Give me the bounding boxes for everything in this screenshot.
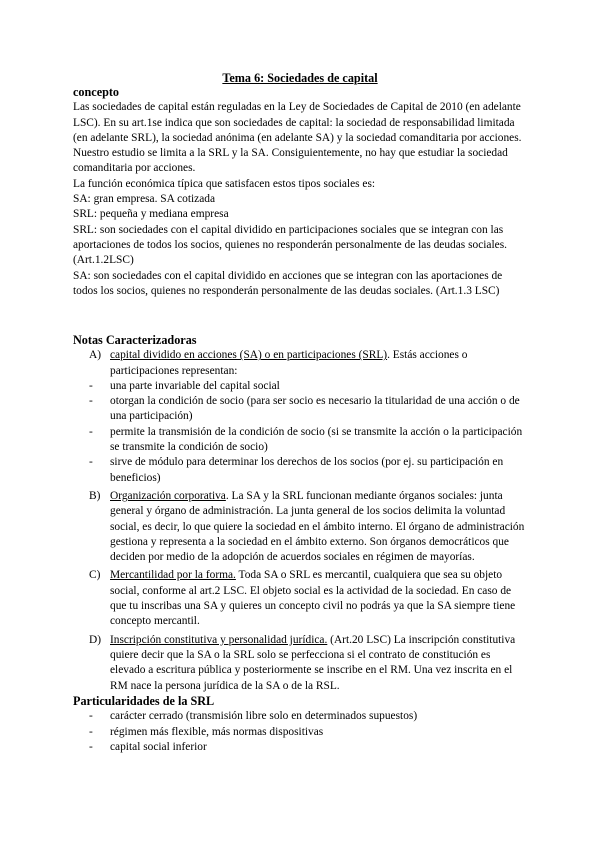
concepto-paragraph: SA: son sociedades con el capital dividido en acciones que se integran con las aportaciones de todos los socios, quienes no responderán personalmente de las deudas sociales. (Art.1.3 LSC): [73, 269, 503, 297]
item-a-title: capital dividido en acciones (SA) o en participaciones (SRL): [110, 349, 388, 362]
concepto-paragraph: Nuestro estudio se limita a la SRL y la SA. Consiguientemente, no hay que estudiar la sociedad comanditaria por acciones.: [73, 147, 508, 175]
item-d-text: (Art.20 LSC) La inscripción constitutiva quiere decir que la SA o la SRL solo se perfecciona si el contrato de constitución es elevado a escritura pública y posteriormente se inscribe en el RM. Una vez inscrita en el RM nace la persona jurídica de la SA o de la RSL.: [110, 633, 516, 692]
list-item-b: [73, 489, 525, 565]
list-item-text: carácter cerrado (transmisión libre solo en determinados supuestos): [110, 710, 418, 723]
list-item-text: otorgan la condición de socio (para ser socio es necesario la titularidad de una acción o de una participación): [110, 395, 520, 423]
bullet-dash: -: [89, 740, 93, 753]
item-a-text: . Estás acciones o participaciones representan:: [110, 349, 468, 377]
list-item: [73, 379, 525, 394]
item-d-title: Inscripción constitutiva y personalidad jurídica.: [110, 633, 328, 646]
bullet-dash: -: [89, 379, 93, 392]
bullet-dash: -: [89, 725, 93, 738]
list-item-text: una parte invariable del capital social: [110, 379, 280, 392]
concepto-paragraph: SRL: pequeña y mediana empresa: [73, 208, 229, 221]
concepto-paragraph: SA: gran empresa. SA cotizada: [73, 193, 216, 206]
particularidades-section: [73, 694, 525, 755]
particularidades-heading: Particularidades de la SRL: [73, 694, 215, 708]
list-item-text: sirve de módulo para determinar los derechos de los socios (por ej. su participación en beneficios): [110, 456, 504, 484]
item-b-text: . La SA y la SRL funcionan mediante órganos sociales: junta general y órgano de administración. La junta general de los socios delimita la voluntad social, es decir, lo que quiere la sociedad en el ámbito interno. El órgano de administración gestiona y representa a la sociedad en el ámbito externo. Son órganos democráticos que deciden por medio de la adopción de acuerdos sociales en régimen de mayorías.: [110, 489, 525, 564]
bullet-dash: -: [89, 395, 93, 408]
list-item: [73, 709, 525, 724]
list-item-text: permite la transmisión de la condición de socio (si se transmite la acción o la participación se transmite la condición de socio): [110, 425, 523, 454]
item-c-title: Mercantilidad por la forma.: [110, 569, 236, 582]
concepto-paragraph: Las sociedades de capital están reguladas en la Ley de Sociedades de Capital de 2010 (en adelante LSC). En su art.1se indica que son sociedades de capital: la sociedad de responsabilidad limitada (en adelante SRL), la sociedad anónima (en adelante SA) y la sociedad comanditaria por acciones.: [73, 101, 522, 144]
item-letter: A): [89, 349, 102, 362]
list-item-a: [73, 348, 525, 379]
notas-section: [73, 333, 525, 694]
list-item: [73, 740, 525, 755]
list-item-text: régimen más flexible, más normas dispositivas: [110, 725, 324, 738]
list-item: [73, 425, 525, 456]
list-item-text: capital social inferior: [110, 740, 207, 753]
list-item-c: [73, 568, 525, 629]
notas-heading: Notas Caracterizadoras: [73, 333, 197, 347]
bullet-dash: -: [89, 710, 93, 723]
list-item-d: [73, 633, 525, 694]
bullet-dash: -: [89, 456, 93, 469]
item-letter: D): [89, 633, 102, 646]
concepto-heading: concepto: [73, 85, 120, 99]
concepto-section: [73, 85, 525, 299]
item-b-title: Organización corporativa: [110, 489, 226, 502]
item-letter: B): [89, 489, 101, 502]
list-item: [73, 455, 525, 486]
item-c-text: Toda SA o SRL es mercantil, cualquiera que sea su objeto social, conforme al art.2 LSC. El objeto social es la actividad de la sociedad. En caso de que tu inscribas una SA y quieres un concepto civil no podrás ya que la SA siempre tiene concepto mercantil.: [110, 569, 516, 628]
page-title: Tema 6: Sociedades de capital: [222, 71, 378, 85]
concepto-paragraph: SRL: son sociedades con el capital dividido en participaciones sociales que se integran con las aportaciones de todos los socios, quienes no responderán personalmente de las deudas sociales. (Art.1.2LSC): [73, 223, 507, 267]
concepto-paragraph: La función económica típica que satisfacen estos tipos sociales es:: [73, 177, 376, 190]
list-item: [73, 394, 525, 425]
list-item: [73, 725, 525, 740]
bullet-dash: -: [89, 425, 93, 438]
item-letter: C): [89, 569, 101, 582]
